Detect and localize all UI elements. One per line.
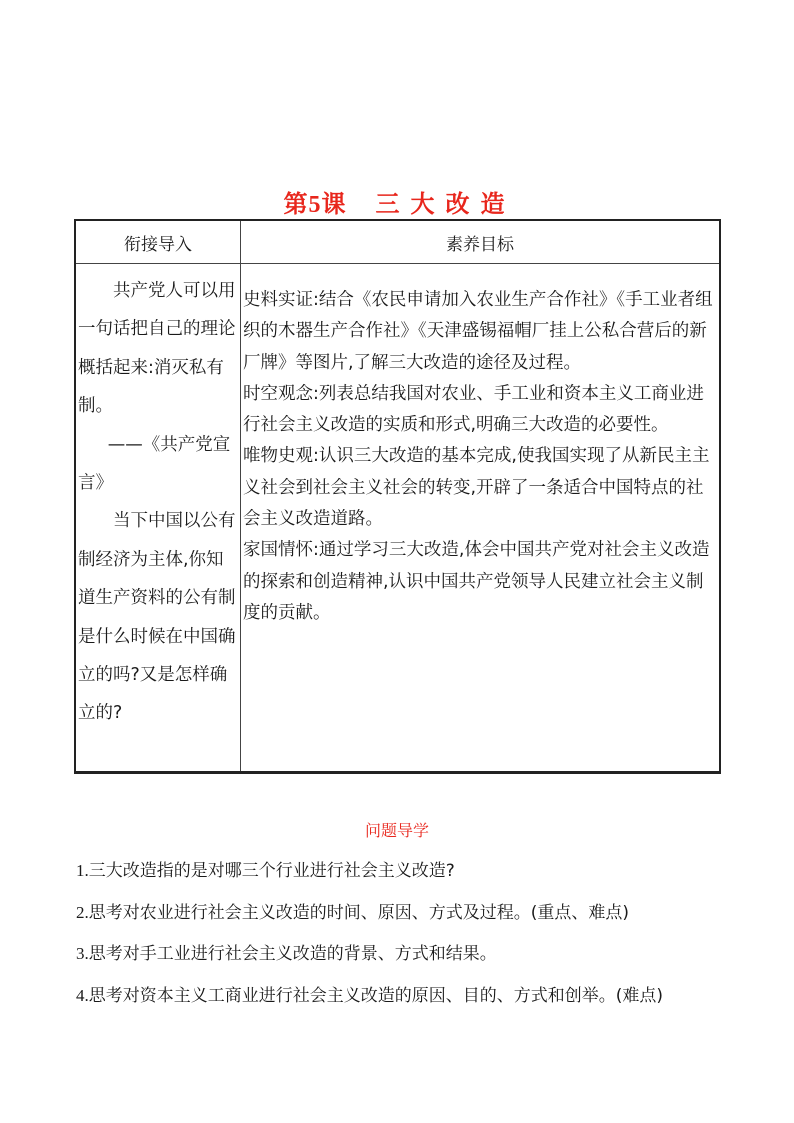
guide-title: 问题导学 — [364, 821, 429, 840]
goal-item: 时空观念:列表总结我国对农业、手工业和资本主义工商业进行社会主义改造的实质和形式,明确三大改造的必要性。 — [243, 383, 704, 436]
lesson-number: 5 — [308, 192, 322, 218]
question-number: 2. — [76, 902, 89, 922]
header-goals: 素养目标 — [241, 220, 721, 264]
question-text: 思考对手工业进行社会主义改造的背景、方式和结果。 — [88, 944, 497, 965]
question-item — [76, 939, 736, 981]
goal-item: 唯物史观:认识三大改造的基本完成,使我国实现了从新民主主义社会到社会主义社会的转变,开辟了一条适合中国特点的社会主义改造道路。 — [243, 446, 710, 530]
question-number: 4. — [76, 986, 89, 1006]
intro-cell — [75, 264, 241, 773]
lesson-number-prefix: 第 — [283, 189, 309, 218]
guide-questions — [76, 856, 736, 1023]
question-number: 3. — [76, 944, 89, 964]
goal-item: 家国情怀:通过学习三大改造,体会中国共产党对社会主义改造的探索和创造精神,认识中国共产党领导人民建立社会主义制度的贡献。 — [243, 540, 710, 623]
intro-question: 当下中国以公有制经济为主体,你知道生产资料的公有制是什么时候在中国确立的吗?又是怎样确立的? — [78, 511, 236, 724]
question-item — [76, 981, 736, 1023]
question-text: 思考对农业进行社会主义改造的时间、原因、方式及过程。(重点、难点) — [88, 902, 630, 923]
question-text: 三大改造指的是对哪三个行业进行社会主义改造? — [88, 861, 455, 881]
question-item — [76, 856, 736, 898]
question-text: 思考对资本主义工商业进行社会主义改造的原因、目的、方式和创举。(难点) — [88, 986, 664, 1007]
lesson-title-char: 大 — [410, 189, 436, 218]
intro-quote: 共产党人可以用一句话把自己的理论概括起来:消灭私有制。 — [78, 281, 236, 417]
goal-item: 史料实证:结合《农民申请加入农业生产合作社》《手工业者组织的木器生产合作社》《天津盛锡福帽厂挂上公私合营后的新厂牌》等图片,了解三大改造的途径及过程。 — [243, 290, 713, 373]
lesson-title-char: 改 — [445, 189, 471, 218]
lesson-title-char: 三 — [375, 189, 401, 218]
goals-cell — [241, 264, 721, 773]
header-intro: 衔接导入 — [75, 220, 241, 264]
lesson-number-suffix: 课 — [321, 189, 347, 218]
lesson-title-char: 造 — [480, 189, 506, 218]
lesson-objectives-table — [74, 219, 721, 774]
question-number: 1. — [76, 861, 89, 880]
table-body-row — [75, 264, 720, 773]
table-header-row — [75, 220, 720, 264]
intro-source: ——《共产党宣言》 — [78, 434, 231, 494]
question-item — [76, 898, 736, 940]
lesson-title — [0, 184, 794, 219]
